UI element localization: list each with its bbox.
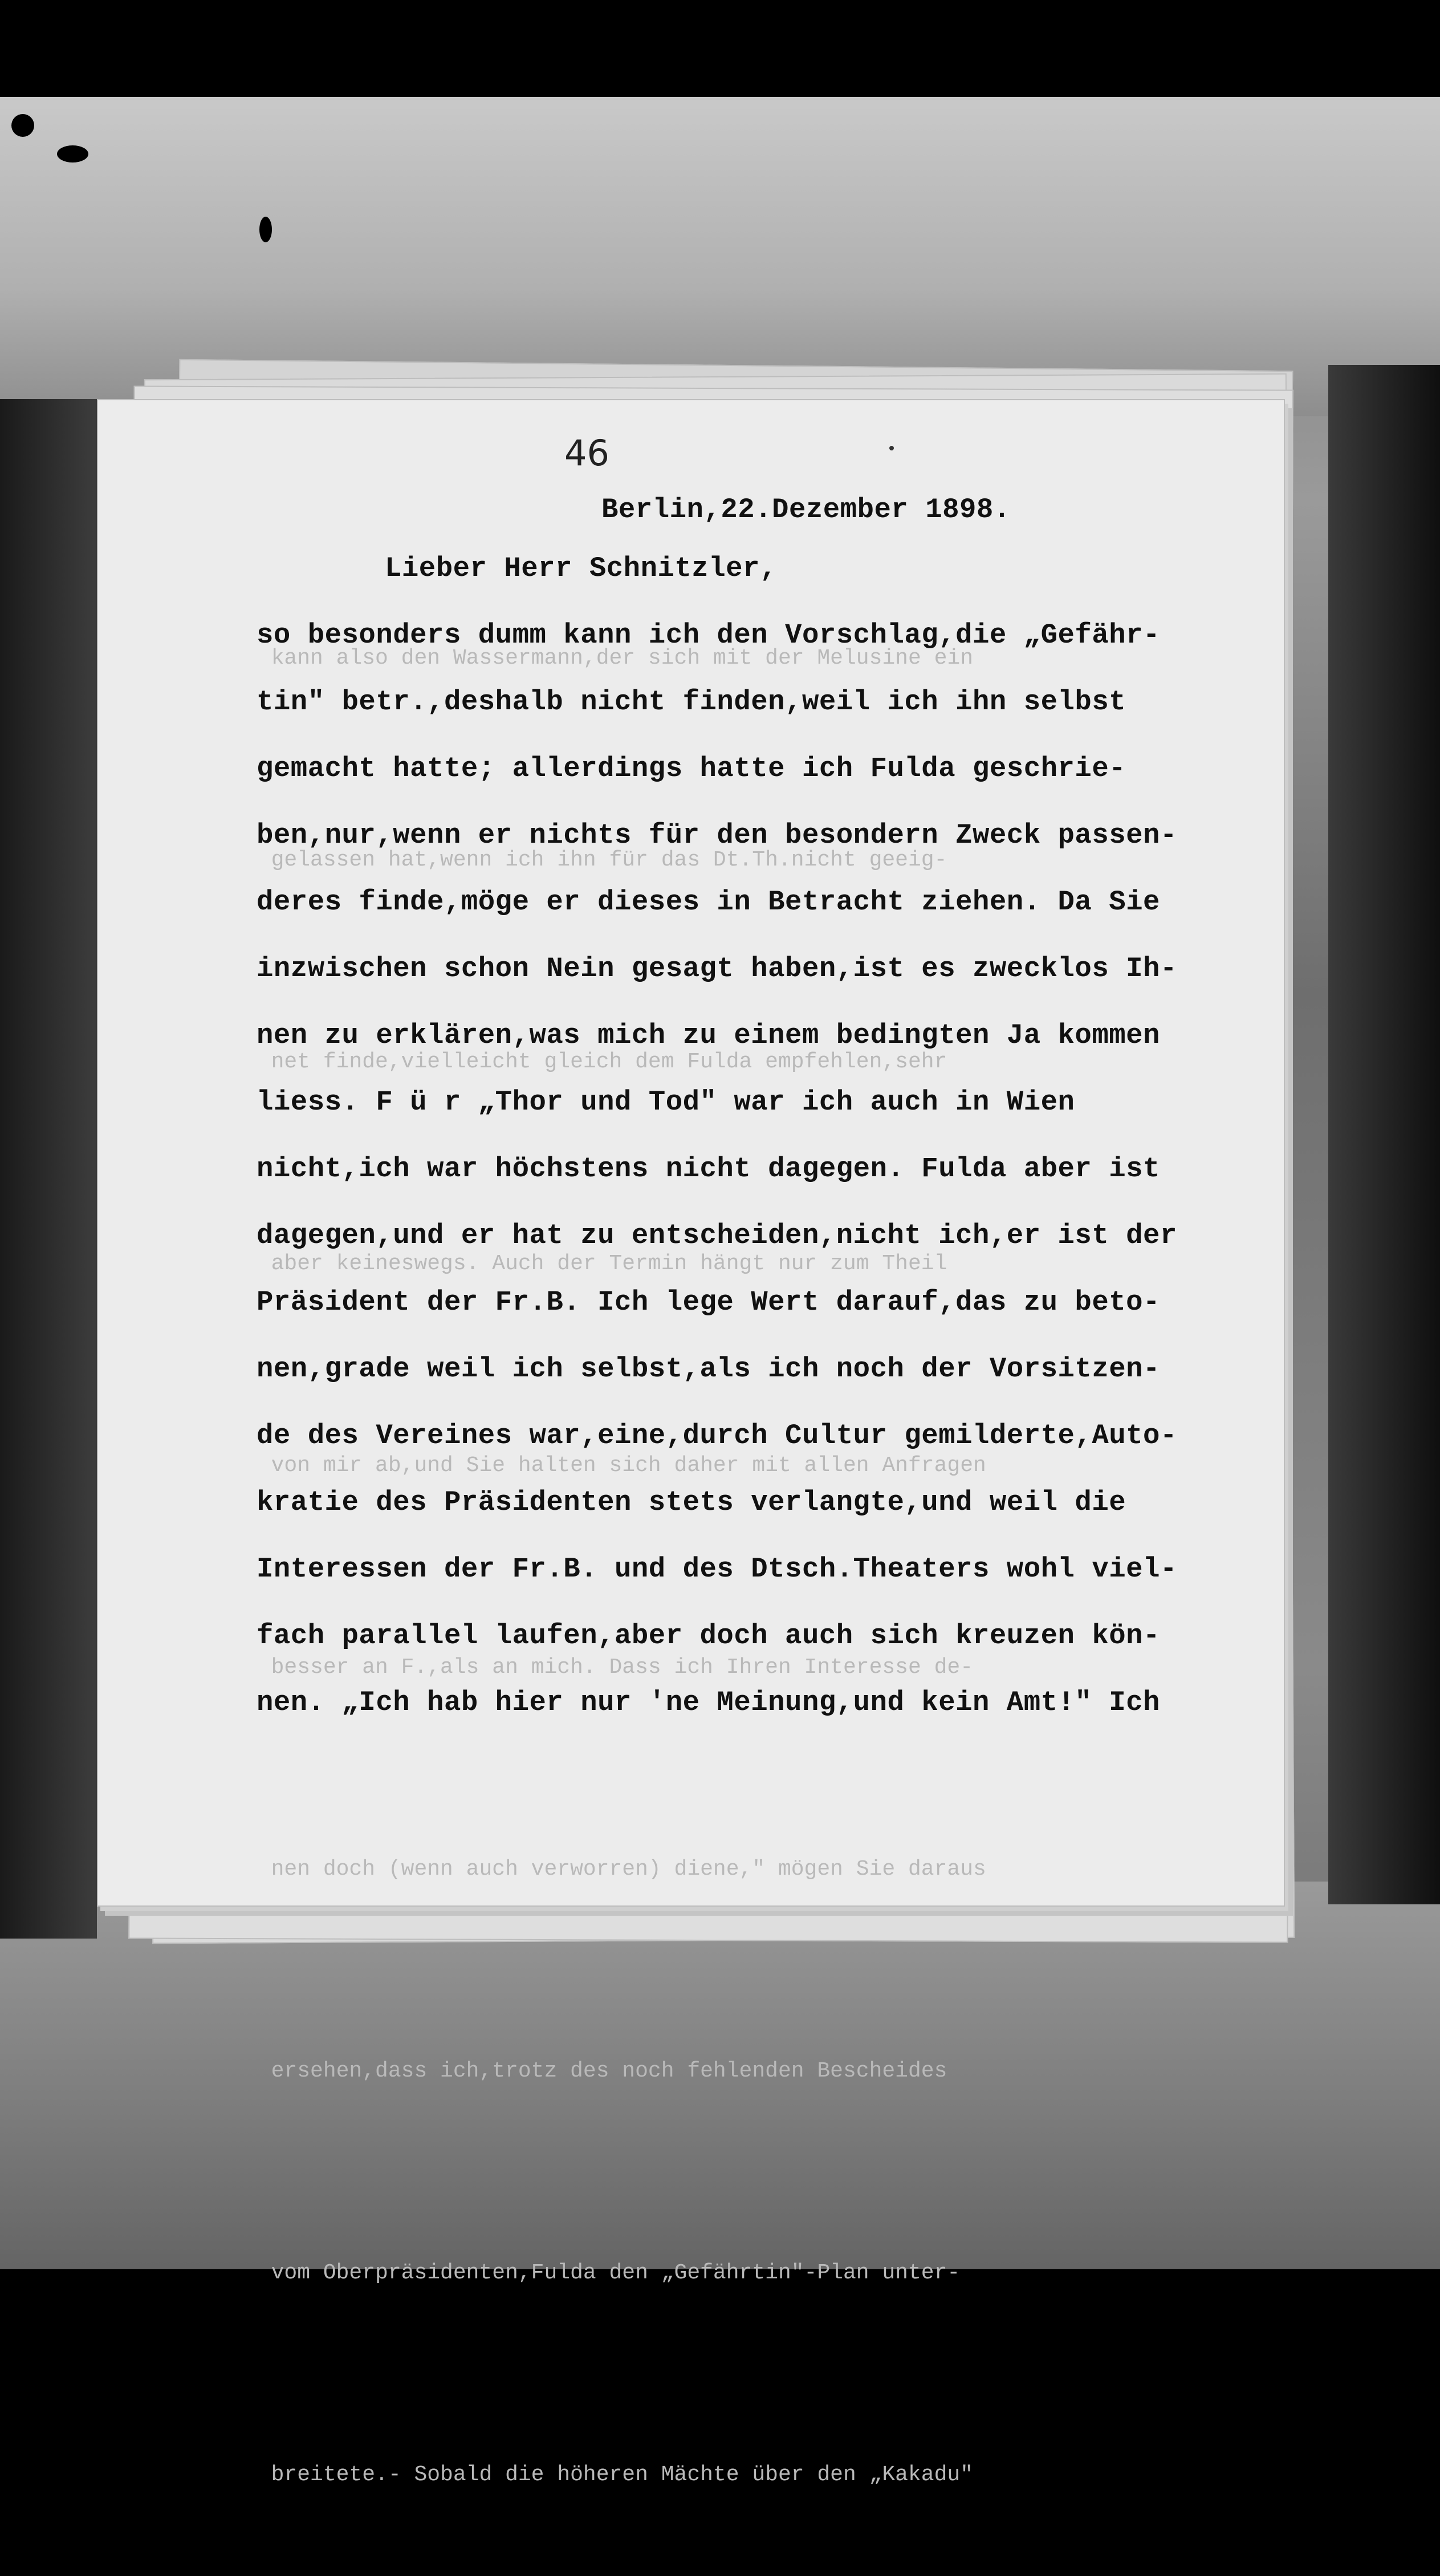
text-line: gemacht hatte; allerdings hatte ich Fulda geschrie- bbox=[257, 753, 1126, 785]
text-line: Präsident der Fr.B. Ich lege Wert darauf,das zu beto- bbox=[257, 1286, 1160, 1318]
text-line: tin" betr.,deshalb nicht finden,weil ich ihn selbst bbox=[257, 686, 1126, 718]
left-shadow bbox=[0, 399, 97, 1939]
text-line: nicht,ich war höchstens nicht dagegen. Fulda aber ist bbox=[257, 1153, 1160, 1185]
right-shadow bbox=[1328, 365, 1440, 1904]
salutation: Lieber Herr Schnitzler, bbox=[385, 552, 777, 584]
bleed-through-text: kann also den Wassermann,der sich mit der Melusine ein gelassen hat,wenn ich ihn für das Dt.Th.nicht geeig- net finde,vielleicht gleich dem Fulda empfehlen,sehr aber keineswegs. Auch der Termin hängt nur zum Theil von mir ab,und Sie halten sich daher mit allen Anfragen besser an F.,als an mich. Dass ich Ihren Interesse de- nen doch (wenn auch verworren) diene," mögen Sie daraus ersehen,dass ich,trotz des noch fehlenden Bescheides vom Oberpräsidenten,Fulda den „Gefährtin"-Plan unter- breitete.- Sobald die höheren Mächte über den „Kakadu" bbox=[245, 646, 986, 2487]
text-line: dagegen,und er hat zu entscheiden,nicht ich,er ist der bbox=[257, 1220, 1177, 1252]
text-line: nen,grade weil ich selbst,als ich noch der Vorsitzen- bbox=[257, 1353, 1160, 1385]
text-line: de des Vereines war,eine,durch Cultur gemilderte,Auto- bbox=[257, 1420, 1177, 1452]
page-number: 46 bbox=[564, 432, 609, 474]
text-line: nen zu erklären,was mich zu einem bedingten Ja kommen bbox=[257, 1019, 1160, 1051]
ink-smudge bbox=[57, 145, 88, 162]
text-line: inzwischen schon Nein gesagt haben,ist es zwecklos Ih- bbox=[257, 953, 1177, 985]
ink-smudge bbox=[11, 114, 34, 137]
text-line: liess. F ü r „Thor und Tod" war ich auch in Wien bbox=[257, 1086, 1075, 1118]
text-line: kratie des Präsidenten stets verlangte,und weil die bbox=[257, 1486, 1126, 1518]
text-line: ben,nur,wenn er nichts für den besondern Zweck passen- bbox=[257, 819, 1177, 851]
ink-smudge bbox=[259, 217, 272, 242]
text-line: Interessen der Fr.B. und des Dtsch.Theaters wohl viel- bbox=[257, 1553, 1177, 1585]
text-line: deres finde,möge er dieses in Betracht ziehen. Da Sie bbox=[257, 886, 1160, 918]
letter-text bbox=[257, 485, 1248, 1736]
ink-dot bbox=[889, 446, 894, 450]
bottom-border bbox=[0, 2269, 1440, 2339]
text-line: nen. „Ich hab hier nur 'ne Meinung,und kein Amt!" Ich bbox=[257, 1687, 1160, 1718]
date-line: Berlin,22.Dezember 1898. bbox=[601, 494, 1011, 526]
text-line: fach parallel laufen,aber doch auch sich kreuzen kön- bbox=[257, 1620, 1160, 1652]
text-line: so besonders dumm kann ich den Vorschlag,die „Gefähr- bbox=[257, 619, 1160, 651]
